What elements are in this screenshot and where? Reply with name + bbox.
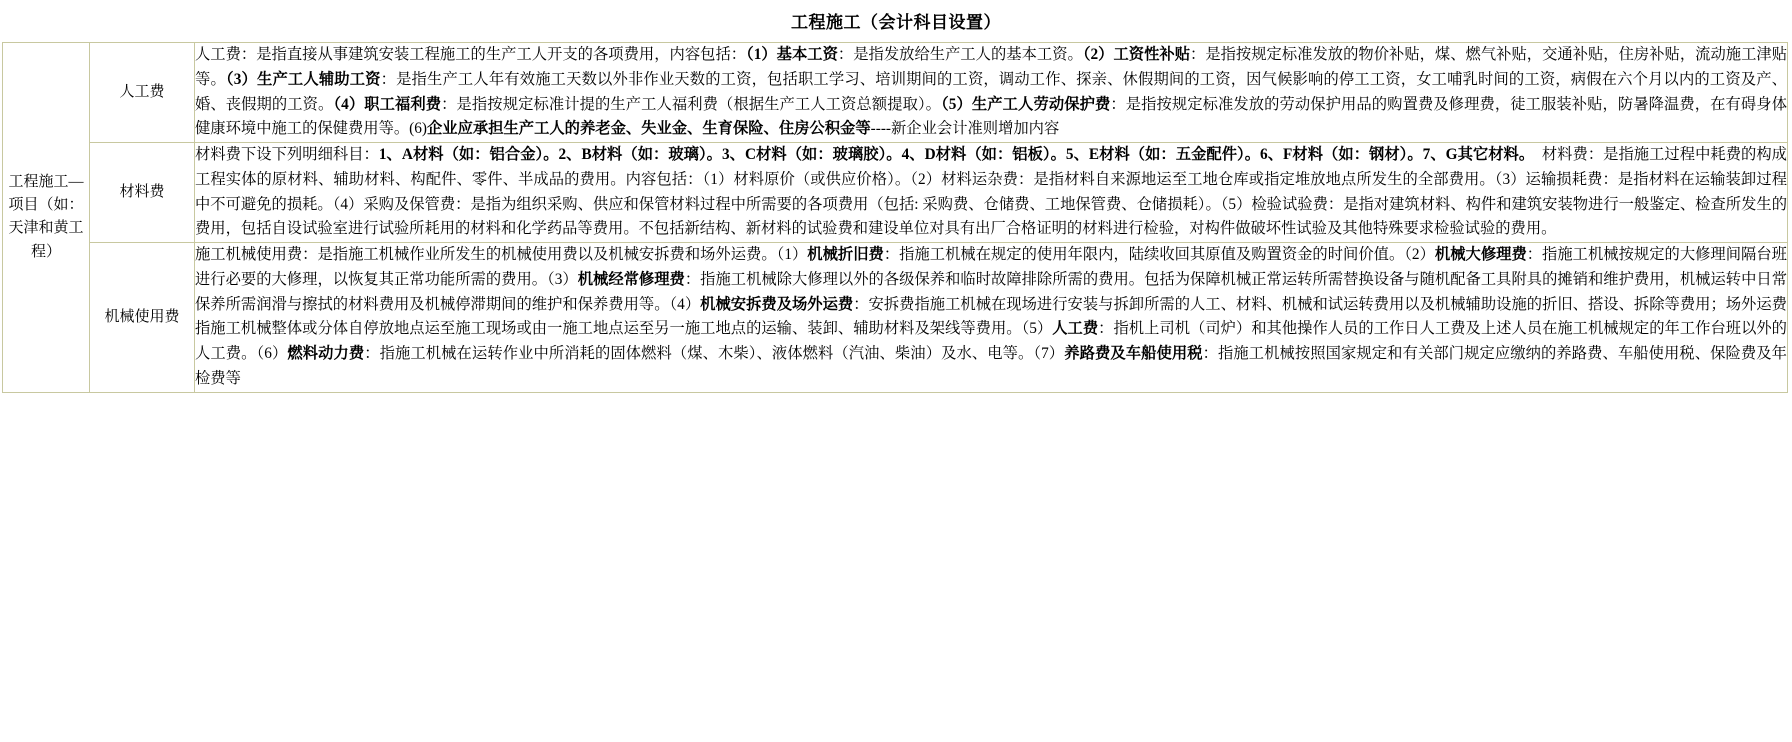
description-cell-material: [195, 143, 1788, 243]
table-body: [3, 43, 1788, 393]
page-title: 工程施工（会计科目设置）: [791, 13, 1001, 32]
accounting-subjects-table: [2, 42, 1788, 393]
description-cell-machinery: [195, 243, 1788, 393]
table-row: [3, 43, 1788, 143]
subject-cell-machinery: 机械使用费: [90, 243, 195, 393]
description-text-material: 材料费下设下列明细科目：1、A材料（如：铝合金）。2、B材料（如：玻璃）。3、C材料（如：玻璃胶）。4、D材料（如：铝板）。5、E材料（如：五金配件）。6、F材料（如：钢材）。7、G其它材料。 材料费：是指施工过程中耗费的构成工程实体的原材料、辅助材料、构配件、零件、半成品的费用。内容包括：（1）材料原价（或供应价格）。（2）材料运杂费：是指材料自来源地运至工地仓库或指定堆放地点所发生的全部费用。（3）运输损耗费：是指材料在运输装卸过程中不可避免的损耗。（4）采购及保管费：是指为组织采购、供应和保管材料过程中所需要的各项费用（包括: 采购费、仓储费、工地保管费、仓储损耗）。（5）检验试验费：是指对建筑材料、构件和建筑安装物进行一般鉴定、检查所发生的费用，包括自设试验室进行试验所耗用的材料和化学药品等费用。不包括新结构、新材料的试验费和建设单位对具有出厂合格证明的材料进行检验，对构件做破坏性试验及其他特殊要求检验试验的费用。: [195, 146, 1787, 238]
description-cell-labor: [195, 43, 1788, 143]
project-cell: 工程施工—项目（如：天津和黄工程）: [3, 43, 90, 393]
description-text-machinery: 施工机械使用费：是指施工机械作业所发生的机械使用费以及机械安拆费和场外运费。（1）机械折旧费：指施工机械在规定的使用年限内，陆续收回其原值及购置资金的时间价值。（2）机械大修理费：指施工机械按规定的大修理间隔台班进行必要的大修理，以恢复其正常功能所需的费用。（3）机械经常修理费：指施工机械除大修理以外的各级保养和临时故障排除所需的费用。包括为保障机械正常运转所需替换设备与随机配备工具附具的摊销和维护费用，机械运转中日常保养所需润滑与擦拭的材料费用及机械停滞期间的维护和保养费用等。（4）机械安拆费及场外运费：安拆费指施工机械在现场进行安装与拆卸所需的人工、材料、机械和试运转费用以及机械辅助设施的折旧、搭设、拆除等费用；场外运费指施工机械整体或分体自停放地点运至施工现场或由一施工地点运至另一施工地点的运输、装卸、辅助材料及架线等费用。（5）人工费：指机上司机（司炉）和其他操作人员的工作日人工费及上述人员在施工机械规定的年工作台班以外的人工费。（6）燃料动力费：指施工机械在运转作业中所消耗的固体燃料（煤、木柴）、液体燃料（汽油、柴油）及水、电等。（7）养路费及车船使用税：指施工机械按照国家规定和有关部门规定应缴纳的养路费、车船使用税、保险费及年检费等: [195, 246, 1787, 387]
subject-cell-labor: 人工费: [90, 43, 195, 143]
table-row: [3, 243, 1788, 393]
description-text-labor: 人工费：是指直接从事建筑安装工程施工的生产工人开支的各项费用，内容包括：（1）基本工资：是指发放给生产工人的基本工资。（2）工资性补贴：是指按规定标准发放的物价补贴，煤、燃气补贴，交通补贴，住房补贴，流动施工津贴等。（3）生产工人辅助工资：是指生产工人年有效施工天数以外非作业天数的工资，包括职工学习、培训期间的工资，调动工作、探亲、休假期间的工资，因气候影响的停工工资，女工哺乳时间的工资，病假在六个月以内的工资及产、婚、丧假期的工资。（4）职工福利费：是指按规定标准计提的生产工人福利费（根据生产工人工资总额提取）。（5）生产工人劳动保护费：是指按规定标准发放的劳动保护用品的购置费及修理费，徒工服装补贴，防暑降温费，在有碍身体健康环境中施工的保健费用等。(6)企业应承担生产工人的养老金、失业金、生育保险、住房公积金等----新企业会计准则增加内容: [195, 46, 1787, 138]
table-row: [3, 143, 1788, 243]
subject-cell-material: 材料费: [90, 143, 195, 243]
